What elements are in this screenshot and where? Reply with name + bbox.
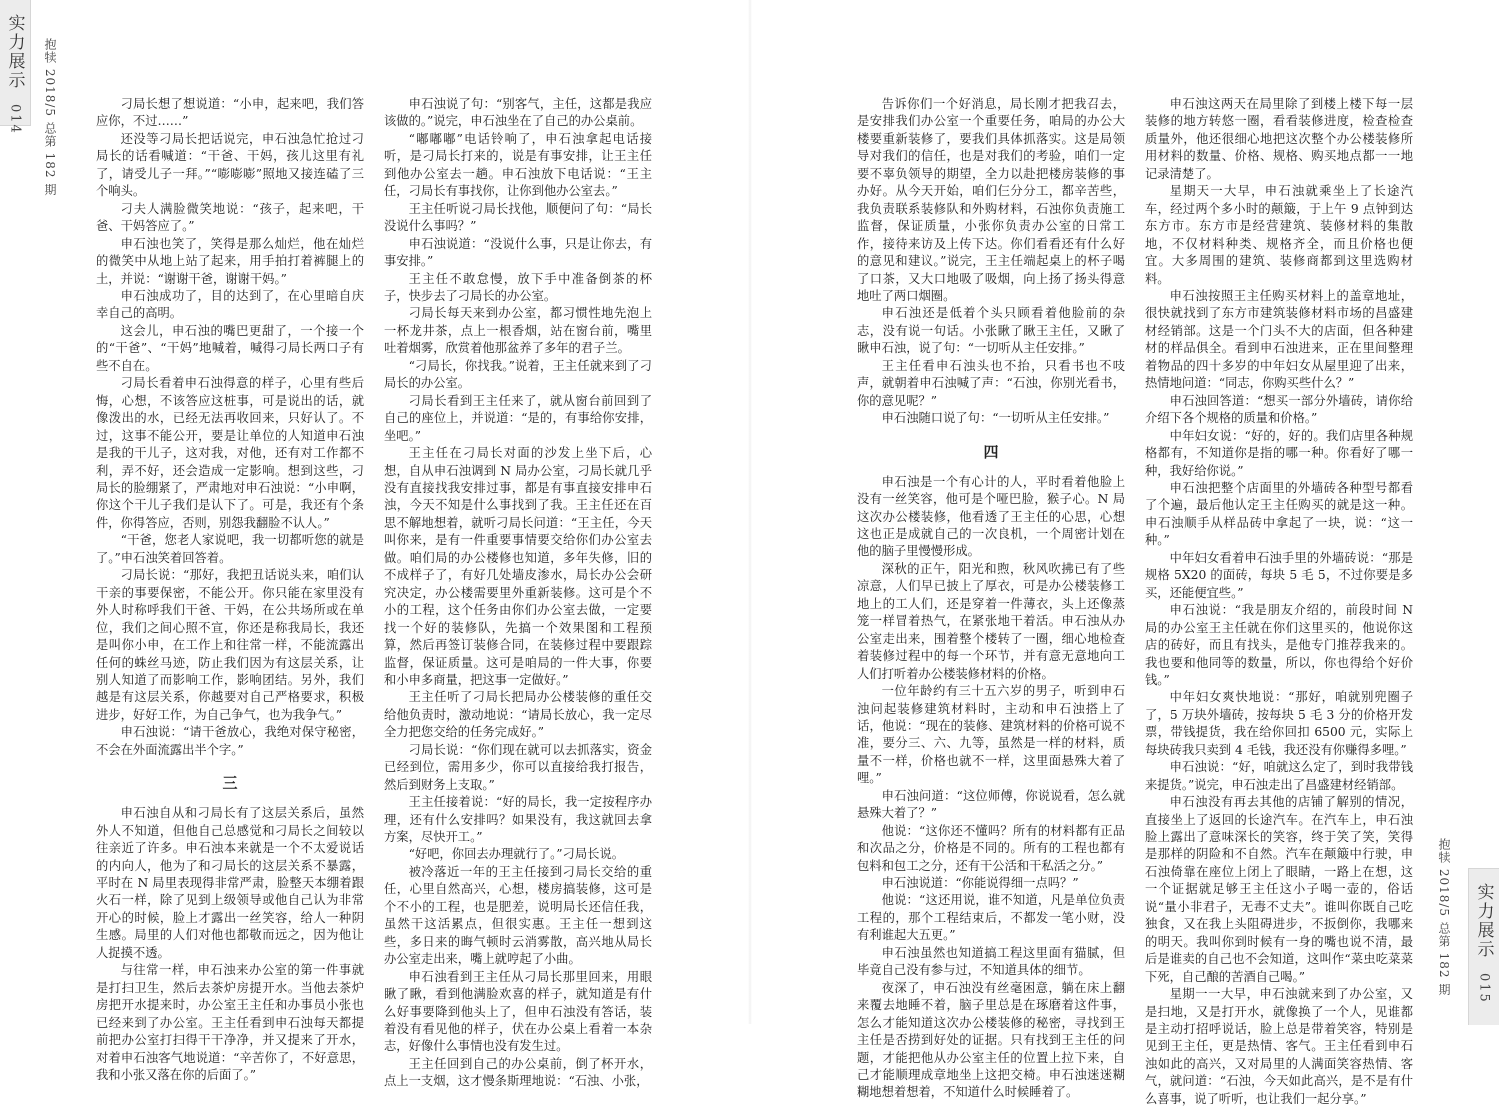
- paragraph: 刁局长说：“你们现在就可以去抓落实，资金已经到位，需用多少，你可以直接给我打报告，然后到财务上支取。”: [384, 742, 652, 792]
- paragraph: 申石浊说：“我是朋友介绍的，前段时间 N 局的办公室王主任就在你们这里买的，他说你这店的砖好，而且有找头，是他专门推荐我来的。我也要和他同等的数量，所以，你也得给个好价钱。”: [1145, 603, 1413, 687]
- paragraph: 王主任听了刁局长把局办公楼装修的重任交给他负责时，激动地说：“请局长放心，我一定尽全力把您交给的任务完成好。”: [384, 690, 652, 740]
- paragraph: 申石浊随口说了句：“一切听从主任安排。”: [881, 411, 1110, 426]
- page-gutter: [748, 0, 752, 1024]
- page-number-right: 015: [1476, 973, 1492, 1004]
- paragraph: 这会儿，申石浊的嘴巴更甜了，一个接一个的“干爸”、“干妈”地喊着，喊得刁局长两口子有些不自在。: [96, 323, 364, 373]
- paragraph: 夜深了，申石浊没有丝毫困意，躺在床上翻来覆去地睡不着，脑子里总是在琢磨着这件事，怎么才能知道这次办公楼装修的秘密，寻找到王主任是否捞到好处的证据。只有找到王主任的问题，才能把他从办公室主任的位置上拉下来，自己才能顺理成章地坐上这把交椅。申石浊迷迷糊糊地想着想着，不知道什么时候睡着了。: [857, 980, 1125, 1100]
- paragraph: “刁局长，你找我。”说着，王主任就来到了刁局长的办公室。: [384, 358, 652, 391]
- paragraph: “干爸，您老人家说吧，我一切都听您的就是了。”申石浊笑着回答着。: [96, 533, 364, 565]
- paragraph: 王主任接着说：“好的局长，我一定按程序办理，还有什么安排吗？如果没有，我这就回去拿方案，尽快开工。”: [384, 795, 652, 845]
- paragraph: 刁局长说：“那好，我把丑话说头来，咱们认干亲的事要保密，不能公开。你只能在家里没有外人时称呼我们干爸、干妈，在公共场所或在单位，我们之间心照不宣，你还是称我局长，我还是叫你小申，在工作上和往常一样，不能流露出任何的蛛丝马迹，防止我们因为有这层关系，让别人知道了而影响工作，影响团结。另外，我们越是有这层关系，你越要对自己严格要求，积极进步，好好工作，为自己争气，也为我争气。”: [96, 568, 364, 722]
- paragraph: 申石浊说：“好，咱就这么定了，到时我带钱来提货。”说完，申石浊走出了昌盛建材经销部。: [1145, 760, 1413, 792]
- paragraph: 申石浊按照王主任购买材料上的盖章地址，很快就找到了东方市建筑装修材料市场的昌盛建材经销部。这是一个门头不大的店面，但各种建材的样品俱全。看到申石浊进来，正在里间整理着物品的四十多岁的中年妇女从屋里迎了出来，热情地问道：“同志，你购买些什么？”: [1145, 288, 1413, 391]
- paragraph: 刁局长每天来到办公室，都习惯性地先泡上一杯龙井茶，点上一根香烟，站在窗台前，嘴里吐着烟雾，欣赏着他那盆养了多年的君子兰。: [384, 306, 652, 356]
- paragraph: 刁局长想了想说道：“小申，起来吧，我们答应你，不过……”: [96, 97, 364, 129]
- paragraph: 申石浊问道：“这位师傅，你说说看，怎么就悬殊大着了？”: [857, 788, 1125, 821]
- paragraph: 申石浊是一个有心计的人，平时看着他脸上没有一丝笑容，他可是个哑巴脸，猴子心。N 局这次办公楼装修，他看透了王主任的心思，心想这也正是成就自己的一次良机，一个周密计划在他的脑子里慢慢形成。: [857, 474, 1125, 559]
- text-column-1: [96, 96, 364, 1084]
- paragraph: 王主任看申石浊头也不抬，只看书也不吱声，就朝着申石浊喊了声：“石浊，你别光看书，你的意见呢？”: [857, 358, 1125, 408]
- paragraph: 他说：“这还用说，谁不知道，凡是单位负责工程的，那个工程结束后，不都发一笔小财，没有利谁起大五更。”: [857, 893, 1125, 943]
- paragraph: 申石浊没有再去其他的店铺了解别的情况，直接坐上了返回的长途汽车。在汽车上，申石浊脸上露出了意味深长的笑容，终于笑了笑，笑得是那样的阴险和不自然。汽车在颠簸中行驶，申石浊倚靠在座位上闭上了眼睛，一路上在想，这一个证据就足够王主任这小子喝一壶的，俗话说“量小非君子，无毒不丈夫”。谁叫你既自己吃独食，又在我上头阻碍进步，不扳倒你，我哪来的明天。我叫你到时候有一身的嘴也说不清，最后是谁卖的自己也不会知道，这叫作“菜虫吃菜菜下死，自己酿的苦酒自己喝。”: [1145, 795, 1413, 984]
- journal-info-left: 抱犊 2018/5 总第 182 期: [43, 38, 57, 197]
- paragraph: 申石浊把整个店面里的外墙砖各种型号都看了个遍，最后他认定王主任购买的就是这一种。申石浊顺手从样品砖中拿起了一块，说：“这一种。”: [1145, 480, 1413, 548]
- paragraph: 刁局长看到王主任来了，就从窗台前回到了自己的座位上，并说道：“是的，有事给你安排，坐吧。”: [384, 393, 652, 443]
- paragraph: “好吧，你回去办理就行了。”刁局长说。: [408, 847, 625, 862]
- paragraph: 刁夫人满脸微笑地说：“孩子，起来吧，干爸、干妈答应了。”: [96, 201, 364, 234]
- paragraph: 申石浊说道：“没说什么事，只是让你去，有事安排。”: [384, 236, 652, 269]
- paragraph: 申石浊成功了，目的达到了，在心里暗自庆幸自己的高明。: [96, 288, 364, 321]
- paragraph: 申石浊还是低着个头只顾看着他脸前的杂志，没有说一句话。小张瞅了瞅王主任，又瞅了瞅申石浊，说了句：“一切听从主任安排。”: [857, 306, 1125, 356]
- chapter-heading: 三: [222, 774, 238, 793]
- paragraph: 王主任在刁局长对面的沙发上坐下后，心想，自从申石浊调到 N 局办公室，刁局长就几乎没有直接找我安排过事，都是有事直接安排申石浊，今天不知是什么事找到了我。王主任还在百思不解地想着，就听刁局长问道：“王主任，今天叫你来，是有一件重要事情要交给你们办公室去做。咱们局的办公楼修也知道，多年失修，旧的不成样子了，有好几处墙皮渗水，局长办公会研究决定，办公楼需要里外重新装修。这可是个不小的工程，这个任务由你们办公室去做，一定要找一个好的装修队，先搞一个效果图和工程预算，然后再签订装修合同，在装修过程中要跟踪监督，保证质量。这可是咱局的一件大事，你要和小申多商量，把这事一定做好。”: [384, 446, 652, 687]
- paragraph: 申石浊说道：“你能说得细一点吗？”: [881, 876, 1079, 891]
- text-column-4: [1145, 96, 1413, 1108]
- paragraph: 星期一一大早，申石浊就来到了办公室，又是扫地，又是打开水，就像换了一个人，见谁都是主动打招呼说话，脸上总是带着笑容，特别是见到王主任，更是热情、客气。王主任看到申石浊如此的高兴，又对局里的人满面笑容热情、客气，就问道：“石浊，今天如此高兴，是不是有什么喜事，说了听听，也让我们一起分享。”: [1145, 987, 1413, 1106]
- paragraph: 中年妇女说：“好的，好的。我们店里各种规格都有，不知道你是指的哪一种。你看好了哪一种，我好给你说。”: [1145, 428, 1413, 478]
- paragraph: 申石浊说：“请干爸放心，我绝对保守秘密，不会在外面流露出半个字。”: [96, 725, 364, 757]
- paragraph: 申石浊虽然也知道搞工程这里面有猫腻，但毕竟自己没有参与过，不知道具体的细节。: [857, 945, 1125, 978]
- paragraph: 申石浊回答道：“想买一部分外墙砖，请你给介绍下各个规格的质量和价格。”: [1145, 393, 1413, 426]
- paragraph: 申石浊说了句：“别客气，主任，这都是我应该做的。”说完，申石浊坐在了自己的办公桌前。: [384, 97, 652, 129]
- paragraph: 他说：“这你还不懂吗？所有的材料都有正品和次品之分，价格是不同的。所有的工程也都有包料和包工之分，还有干公活和干私活之分。”: [857, 823, 1125, 873]
- paragraph: 告诉你们一个好消息，局长刚才把我召去，是安排我们办公室一个重要任务，咱局的办公大楼要重新装修了，要我们具体抓落实。这是局领导对我们的信任，也是对我们的考验，咱们一定要不辜负领导的期望，全力以赴把楼房装修的事办好。从今天开始，咱们仨分分工，都辛苦些，我负责联系装修队和外购材料，石浊你负责施工监督，保证质量，小张你负责办公室的日常工作，接待来访及上传下达。你们看看还有什么好的意见和建议。”说完，王主任端起桌上的杯子喝了口茶，又大口地吸了吸烟，向上扬了扬头得意地吐了两口烟圈。: [857, 97, 1125, 303]
- paragraph: “嘟嘟嘟”电话铃响了，申石浊拿起电话接听，是刁局长打来的，说是有事安排，让王主任到他办公室去一趟。申石浊放下电话说：“王主任，刁局长有事找你，让你到他办公室去。”: [384, 131, 652, 199]
- section-title-left: 实力展示: [4, 14, 25, 90]
- paragraph: 申石浊自从和刁局长有了这层关系后，虽然外人不知道，但他自己总感觉和刁局长之间较以往亲近了许多。申石浊本来就是一个不太爱说话的内向人，他为了和刁局长的这层关系不暴露，平时在 N 局里表现得非常严肃，脸整天本绷着跟火石一样，除了见到上级领导或他自己认为非常开心的时候，脸上才露出一丝笑容，给人一种阴生感。局里的人们对他也都敬而远之，因为他让人捉摸不透。: [96, 806, 364, 960]
- paragraph: 深秋的正午，阳光和煦，秋风吹拂已有了些凉意，人们早已披上了厚衣，可是办公楼装修工地上的工人们，还是穿着一件薄衣，头上还像蒸笼一样冒着热气，在紧张地干着活。申石浊从办公室走出来，围着整个楼转了一圈，细心地检查着装修过程中的每一个环节，并有意无意地向工人们打听着办公楼装修材料的价格。: [857, 561, 1125, 681]
- paragraph: 申石浊也笑了，笑得是那么灿烂，他在灿烂的微笑中从地上站了起来，用手拍打着裤腿上的土，并说：“谢谢干爸，谢谢干妈。”: [96, 236, 364, 286]
- chapter-heading: 四: [983, 442, 999, 461]
- paragraph: 还没等刁局长把话说完，申石浊急忙抢过刁局长的话看喊道：“干爸、干妈，孩儿这里有礼了，请受儿子一拜。”“嘭嘭嘭”照地又接连磕了三个响头。: [96, 131, 364, 199]
- paragraph: 申石浊看到王主任从刁局长那里回来，用眼瞅了瞅，看到他满脸欢喜的样子，就知道是有什么好事要降到他头上了，但申石浊没有答话，装着没有看见他的样子，伏在办公桌上看着一本杂志，好像什么事情也没有发生过。: [384, 969, 652, 1054]
- paragraph: 星期天一大早，申石浊就乘坐上了长途汽车，经过两个多小时的颠簸，于上午 9 点钟到达东方市。东方市是经营建筑、装修材料的集散地，不仅材料种类、规格齐全，而且价格也便宜。大多周围的建筑、装修商都到这里选购材料。: [1145, 184, 1413, 286]
- paragraph: 王主任听说刁局长找他，顺便问了句：“局长没说什么事吗？”: [384, 201, 652, 234]
- paragraph: 被冷落近一年的王主任接到刁局长交给的重任，心里自然高兴，心想，楼房搞装修，这可是个不小的工程，也是肥差，说明局长还信任我，虽然干这活累点，但很实惠。王主任一想到这些，多日来的晦气顿时云消雾散，高兴地从局长办公室走出来，嘴上就哼起了小曲。: [384, 864, 652, 967]
- section-tab-right: [1468, 868, 1499, 1025]
- paragraph: 与往常一样，申石浊来办公室的第一件事就是打扫卫生，然后去茶炉房提开水。当他去茶炉房把开水提来时，办公室王主任和办事员小张也已经来到了办公室。王主任看到申石浊每天都提前把办公室打扫得干干净净，并又提来了开水，对着申石浊客气地说道：“辛苦你了，不好意思，我和小张又落在你的后面了。”: [96, 963, 364, 1083]
- paragraph: 中年妇女看着申石浊手里的外墙砖说：“那是规格 5X20 的面砖，每块 5 毛 5，不过你要是多买，还能便宜些。”: [1145, 550, 1413, 600]
- paragraph: 申石浊这两天在局里除了到楼上楼下每一层装修的地方转悠一圈，看看装修进度，检查检查质量外，他还很细心地把这次整个办公楼装修所用材料的数量、价格、规格、购买地点都一一地记录清楚了。: [1145, 97, 1413, 181]
- section-tab-left: [0, 0, 31, 135]
- paragraph: 王主任不敢怠慢，放下手中准备倒茶的杯子，快步去了刁局长的办公室。: [384, 271, 652, 303]
- text-column-2: [384, 96, 652, 1091]
- paragraph: 刁局长看着申石浊得意的样子，心里有些后悔，心想，不该答应这桩事，可是说出的话，就像泼出的水，已经无法再收回来，只好认了。不过，这事不能公开，要是让单位的人知道申石浊是我的干儿子，这对我，对他，还有对工作都不利，弄不好，还会造成一定影响。想到这些，刁局长的脸绷紧了，严肃地对申石浊说：“小申啊，你这个干儿子我们是认下了。可是，我还有个条件，你得答应，否则，别怨我翻脸不认人。”: [96, 376, 364, 530]
- text-column-3: [857, 96, 1125, 1102]
- paragraph: 中年妇女爽快地说：“那好，咱就别兜圈子了，5 万块外墙砖，按每块 5 毛 3 分的价格开发票，带钱提货，我在给你回扣 6500 元，实际上每块砖我只卖到 4 毛钱，我还没有你赚得多哩。”: [1145, 690, 1413, 757]
- section-title-right: 实力展示: [1473, 883, 1494, 959]
- paragraph: 一位年龄约有三十五六岁的男子，听到申石浊问起装修建筑材料时，主动和申石浊搭上了话，他说：“现在的装修、建筑材料的价格可说不准，要分三、六、九等，虽然是一样的材料，质量不一样，价格也就不一样，这里面悬殊大着了哩。”: [857, 684, 1125, 786]
- journal-info-right: 抱犊 2018/5 总第 182 期: [1437, 838, 1451, 997]
- paragraph: 王主任回到自己的办公桌前，倒了杯开水，点上一支烟，这才慢条斯理地说：“石浊、小张，: [384, 1056, 652, 1089]
- page-number-left: 014: [7, 104, 23, 135]
